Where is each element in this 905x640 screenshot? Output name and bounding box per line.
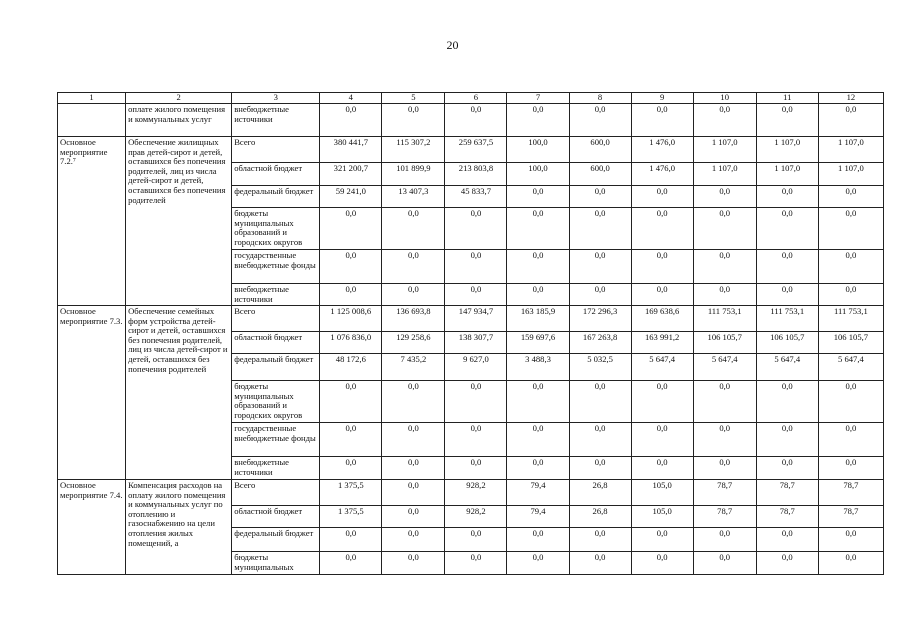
measure-code-cell: Основное мероприятие 7.3. [58,306,126,480]
measure-name-cell: оплате жилого помещения и коммунальных услуг [126,104,232,137]
value-cell: 0,0 [693,284,756,306]
value-cell: 928,2 [445,480,507,506]
value-cell: 1 375,5 [320,480,382,506]
value-cell: 159 697,6 [507,332,569,354]
funding-source-cell: внебюджетные источники [232,104,320,137]
value-cell: 138 307,7 [445,332,507,354]
value-cell: 0,0 [382,284,445,306]
measure-code-cell: Основное мероприятие 7.4. [58,480,126,575]
value-cell: 45 833,7 [445,186,507,208]
value-cell: 5 032,5 [569,354,631,381]
value-cell: 167 263,8 [569,332,631,354]
value-cell: 26,8 [569,506,631,528]
column-header: 3 [232,93,320,104]
table-row [58,306,884,332]
value-cell: 0,0 [631,104,693,137]
value-cell: 0,0 [320,284,382,306]
funding-source-cell: Всего [232,137,320,163]
funding-source-cell: федеральный бюджет [232,354,320,381]
column-header: 7 [507,93,569,104]
value-cell: 0,0 [445,250,507,284]
measure-code-cell: Основное мероприятие 7.2.⁷ [58,137,126,306]
value-cell: 600,0 [569,163,631,186]
value-cell: 26,8 [569,480,631,506]
value-cell: 0,0 [693,381,756,423]
value-cell: 0,0 [507,250,569,284]
funding-source-cell: областной бюджет [232,332,320,354]
value-cell: 0,0 [693,423,756,457]
value-cell: 0,0 [631,423,693,457]
table-row [58,480,884,506]
value-cell: 163 185,9 [507,306,569,332]
funding-source-cell: государственные внебюджетные фонды [232,250,320,284]
value-cell: 111 753,1 [756,306,818,332]
value-cell: 78,7 [818,506,883,528]
column-header: 11 [756,93,818,104]
value-cell: 5 647,4 [693,354,756,381]
value-cell: 0,0 [693,208,756,250]
measure-name-cell: Обеспечение жилищных прав детей-сирот и детей, оставшихся без попечения родителей, лиц из числа детей-сирот и детей, оставшихся без попечения родителей [126,137,232,306]
column-header: 4 [320,93,382,104]
value-cell: 0,0 [631,381,693,423]
funding-source-cell: федеральный бюджет [232,186,320,208]
value-cell: 0,0 [382,208,445,250]
value-cell: 1 107,0 [818,137,883,163]
value-cell: 0,0 [818,381,883,423]
value-cell: 0,0 [756,381,818,423]
value-cell: 0,0 [507,528,569,552]
value-cell: 0,0 [756,423,818,457]
value-cell: 1 076 836,0 [320,332,382,354]
value-cell: 0,0 [382,457,445,480]
value-cell: 0,0 [693,457,756,480]
value-cell: 100,0 [507,163,569,186]
funding-source-cell: бюджеты муниципальных [232,552,320,575]
value-cell: 1 476,0 [631,163,693,186]
value-cell: 111 753,1 [693,306,756,332]
value-cell: 0,0 [507,423,569,457]
table-row [58,104,884,137]
value-cell: 0,0 [756,186,818,208]
value-cell: 0,0 [445,208,507,250]
column-header: 10 [693,93,756,104]
value-cell: 0,0 [382,528,445,552]
value-cell: 79,4 [507,480,569,506]
value-cell: 100,0 [507,137,569,163]
value-cell: 0,0 [569,457,631,480]
value-cell: 59 241,0 [320,186,382,208]
value-cell: 0,0 [569,381,631,423]
column-header: 5 [382,93,445,104]
value-cell: 321 200,7 [320,163,382,186]
value-cell: 115 307,2 [382,137,445,163]
value-cell: 0,0 [818,423,883,457]
value-cell: 0,0 [445,284,507,306]
value-cell: 163 991,2 [631,332,693,354]
funding-source-cell: областной бюджет [232,163,320,186]
value-cell: 129 258,6 [382,332,445,354]
value-cell: 0,0 [631,528,693,552]
value-cell: 105,0 [631,506,693,528]
value-cell: 13 407,3 [382,186,445,208]
value-cell: 0,0 [569,284,631,306]
value-cell: 106 105,7 [756,332,818,354]
value-cell: 5 647,4 [631,354,693,381]
value-cell: 380 441,7 [320,137,382,163]
value-cell: 3 488,3 [507,354,569,381]
value-cell: 111 753,1 [818,306,883,332]
value-cell: 0,0 [507,552,569,575]
value-cell: 0,0 [569,186,631,208]
value-cell: 0,0 [818,186,883,208]
funding-source-cell: внебюджетные источники [232,284,320,306]
value-cell: 7 435,2 [382,354,445,381]
value-cell: 600,0 [569,137,631,163]
value-cell: 0,0 [569,552,631,575]
value-cell: 0,0 [569,528,631,552]
value-cell: 0,0 [756,250,818,284]
value-cell: 0,0 [382,506,445,528]
value-cell: 0,0 [569,250,631,284]
value-cell: 0,0 [631,250,693,284]
value-cell: 5 647,4 [818,354,883,381]
value-cell: 5 647,4 [756,354,818,381]
value-cell: 0,0 [320,552,382,575]
value-cell: 0,0 [818,250,883,284]
column-header: 12 [818,93,883,104]
funding-source-cell: бюджеты муниципальных образований и городских округов [232,208,320,250]
value-cell: 0,0 [320,104,382,137]
value-cell: 0,0 [320,457,382,480]
value-cell: 169 638,6 [631,306,693,332]
funding-source-cell: Всего [232,306,320,332]
measure-name-cell: Обеспечение семейных форм устройства детей-сирот и детей, оставшихся без попечения родителей, лиц из числа детей-сирот и детей, оставшихся без попечения родителей [126,306,232,480]
funding-source-cell: бюджеты муниципальных образований и городских округов [232,381,320,423]
value-cell: 0,0 [631,284,693,306]
value-cell: 0,0 [693,552,756,575]
value-cell: 0,0 [382,104,445,137]
column-header: 1 [58,93,126,104]
value-cell: 106 105,7 [693,332,756,354]
value-cell: 0,0 [756,552,818,575]
funding-source-cell: областной бюджет [232,506,320,528]
value-cell: 0,0 [382,423,445,457]
value-cell: 0,0 [818,208,883,250]
funding-source-cell: государственные внебюджетные фонды [232,423,320,457]
value-cell: 0,0 [445,381,507,423]
value-cell: 0,0 [756,208,818,250]
value-cell: 0,0 [320,208,382,250]
value-cell: 0,0 [320,423,382,457]
value-cell: 0,0 [445,528,507,552]
header-row [58,93,884,104]
column-header: 8 [569,93,631,104]
measure-code-cell [58,104,126,137]
measure-name-cell: Компенсация расходов на оплату жилого помещения и коммунальных услуг по отоплению и газоснабжению на цели отопления жилых помещений, а [126,480,232,575]
funding-source-cell: внебюджетные источники [232,457,320,480]
value-cell: 101 899,9 [382,163,445,186]
value-cell: 1 107,0 [756,137,818,163]
value-cell: 0,0 [569,104,631,137]
value-cell: 0,0 [693,250,756,284]
funding-source-cell: федеральный бюджет [232,528,320,552]
value-cell: 9 627,0 [445,354,507,381]
value-cell: 1 476,0 [631,137,693,163]
value-cell: 0,0 [693,186,756,208]
value-cell: 0,0 [507,208,569,250]
value-cell: 0,0 [445,457,507,480]
value-cell: 0,0 [320,528,382,552]
value-cell: 106 105,7 [818,332,883,354]
value-cell: 0,0 [693,104,756,137]
value-cell: 0,0 [631,208,693,250]
budget-table [57,92,884,575]
value-cell: 0,0 [818,528,883,552]
value-cell: 0,0 [818,284,883,306]
value-cell: 0,0 [631,186,693,208]
value-cell: 259 637,5 [445,137,507,163]
value-cell: 0,0 [382,552,445,575]
column-header: 9 [631,93,693,104]
value-cell: 1 375,5 [320,506,382,528]
value-cell: 0,0 [320,381,382,423]
value-cell: 0,0 [382,381,445,423]
value-cell: 0,0 [507,104,569,137]
value-cell: 0,0 [445,104,507,137]
value-cell: 0,0 [631,457,693,480]
value-cell: 213 803,8 [445,163,507,186]
value-cell: 0,0 [818,104,883,137]
value-cell: 0,0 [445,423,507,457]
value-cell: 0,0 [507,186,569,208]
column-header: 2 [126,93,232,104]
value-cell: 1 107,0 [693,163,756,186]
value-cell: 78,7 [693,506,756,528]
value-cell: 1 107,0 [818,163,883,186]
value-cell: 0,0 [507,284,569,306]
value-cell: 78,7 [756,480,818,506]
value-cell: 1 107,0 [693,137,756,163]
value-cell: 0,0 [445,552,507,575]
funding-source-cell: Всего [232,480,320,506]
value-cell: 0,0 [631,552,693,575]
value-cell: 0,0 [507,457,569,480]
value-cell: 0,0 [320,250,382,284]
value-cell: 0,0 [382,480,445,506]
value-cell: 105,0 [631,480,693,506]
value-cell: 79,4 [507,506,569,528]
value-cell: 78,7 [818,480,883,506]
value-cell: 928,2 [445,506,507,528]
value-cell: 136 693,8 [382,306,445,332]
value-cell: 0,0 [756,457,818,480]
table-row [58,137,884,163]
page-number: 20 [446,38,459,52]
value-cell: 0,0 [756,284,818,306]
value-cell: 0,0 [756,528,818,552]
value-cell: 1 125 008,6 [320,306,382,332]
value-cell: 0,0 [382,250,445,284]
value-cell: 48 172,6 [320,354,382,381]
value-cell: 0,0 [569,423,631,457]
column-header: 6 [445,93,507,104]
value-cell: 0,0 [693,528,756,552]
value-cell: 147 934,7 [445,306,507,332]
value-cell: 0,0 [507,381,569,423]
value-cell: 172 296,3 [569,306,631,332]
value-cell: 78,7 [693,480,756,506]
value-cell: 0,0 [569,208,631,250]
value-cell: 0,0 [756,104,818,137]
value-cell: 0,0 [818,457,883,480]
value-cell: 0,0 [818,552,883,575]
value-cell: 78,7 [756,506,818,528]
value-cell: 1 107,0 [756,163,818,186]
